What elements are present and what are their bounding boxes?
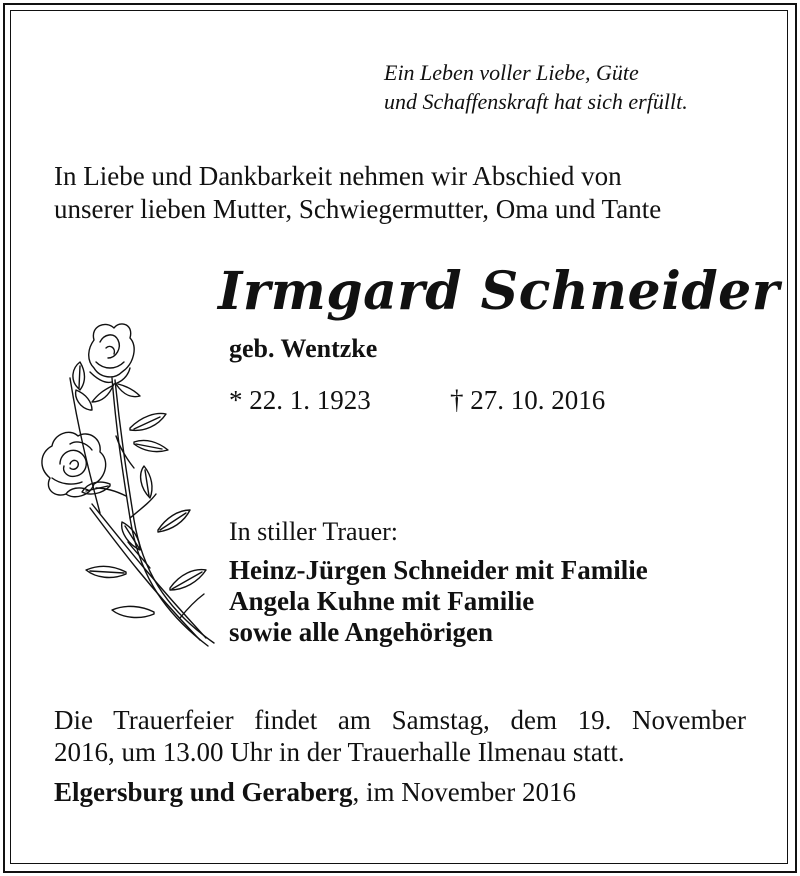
deceased-name: Irmgard Schneider [218, 261, 780, 322]
mourner-item: sowie alle Angehörigen [229, 617, 493, 647]
death-date: † 27. 10. 2016 [450, 385, 606, 415]
motto [384, 58, 688, 116]
closing-line [54, 776, 576, 808]
birth-name: geb. Wentzke [229, 334, 378, 363]
intro-line-1: In Liebe und Dankbarkeit nehmen wir Abschied von [54, 161, 622, 191]
closing-date: , im November 2016 [352, 777, 576, 807]
rose-illustration-icon [30, 318, 230, 658]
motto-line-2: und Schaffenskraft hat sich erfüllt. [384, 89, 688, 114]
service-line-1: Die Trauerfeier findet am Samstag, dem 19. November [54, 705, 746, 735]
mourner-item: Heinz-Jürgen Schneider mit Familie [229, 555, 648, 585]
birth-date: * 22. 1. 1923 [229, 385, 371, 415]
mourner-item: Angela Kuhne mit Familie [229, 586, 535, 616]
motto-line-1: Ein Leben voller Liebe, Güte [384, 60, 639, 85]
intro-text [54, 160, 661, 226]
mourning-label: In stiller Trauer: [229, 517, 398, 546]
service-line-2: 2016, um 13.00 Uhr in der Trauerhalle Ilmenau statt. [54, 737, 625, 767]
closing-places: Elgersburg und Geraberg [54, 777, 353, 807]
intro-line-2: unserer lieben Mutter, Schwiegermutter, Oma und Tante [54, 194, 662, 224]
mourners-list [229, 555, 648, 648]
funeral-service-info [54, 704, 746, 768]
